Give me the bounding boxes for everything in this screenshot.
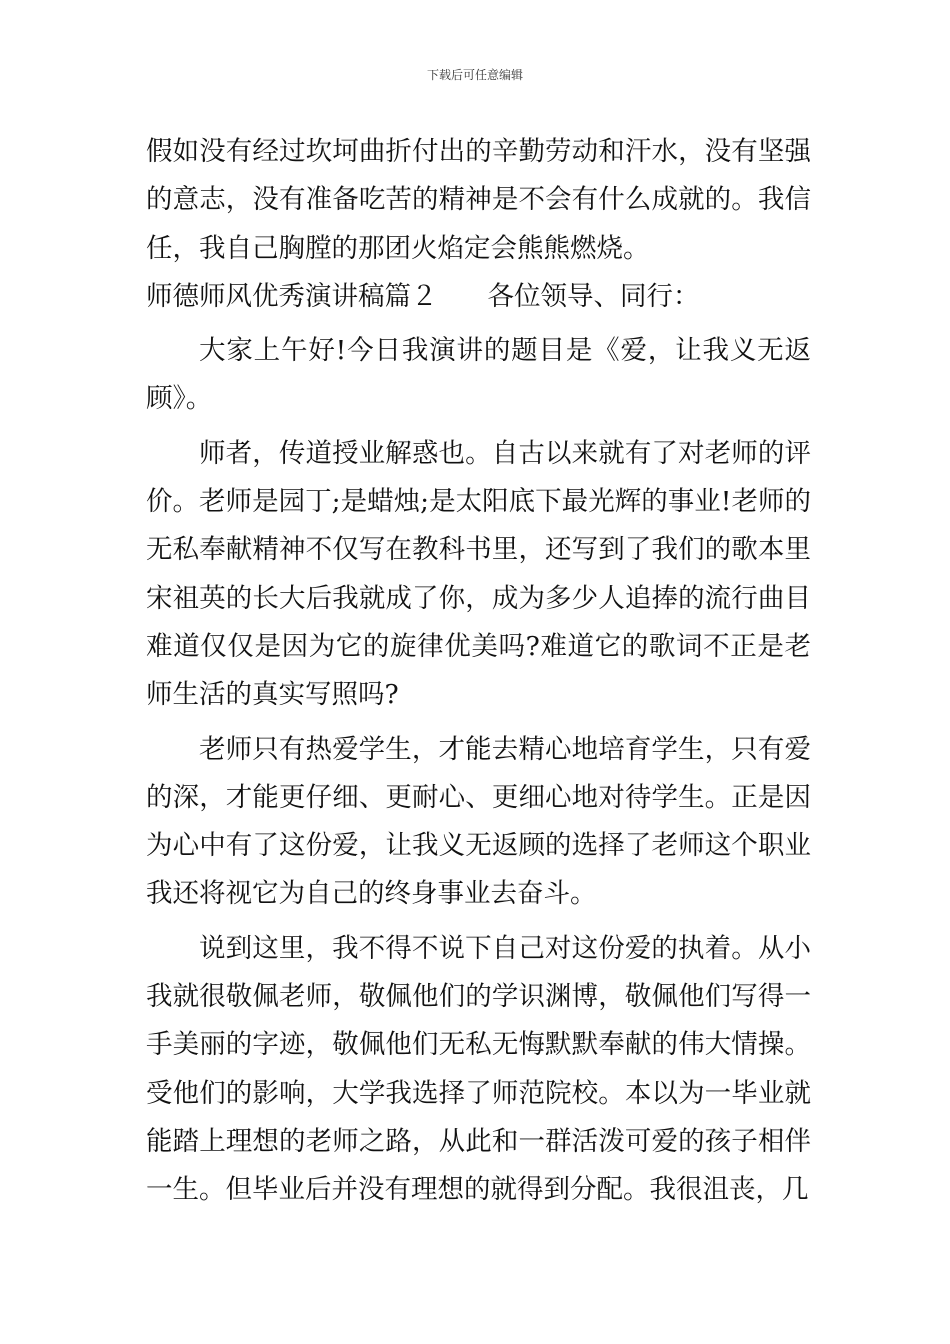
paragraph-teacher-praise: 师者，传道授业解惑也。自古以来就有了对老师的评价。老师是园丁;是蜡烛;是太阳底下最光辉的事业!老师的无私奉献精神不仅写在教科书里，还写到了我们的歌本里宋祖英的长大后我就成了你，成为多少人追捧的流行曲目难道仅仅是因为它的旋律优美吗?难道它的歌词不正是老师生活的真实写照吗? [146, 437, 811, 711]
paragraph-continued: 假如没有经过坎坷曲折付出的辛勤劳动和汗水，没有坚强的意志，没有准备吃苦的精神是不会有什么成就的。我信任，我自己胸膛的那团火焰定会熊熊燃烧。 [146, 136, 811, 264]
paragraph-love-students: 老师只有热爱学生，才能去精心地培育学生，只有爱的深，才能更仔细、更耐心、更细心地对待学生。正是因为心中有了这份爱，让我义无返顾的选择了老师这个职业我还将视它为自己的终身事业去奋斗。 [146, 733, 811, 910]
page-header: 下载后可任意编辑 [426, 68, 523, 82]
speech-greeting: 各位领导、同行： [487, 280, 700, 312]
speech-title-line [146, 273, 811, 321]
speech-title: 师德师风优秀演讲稿篇２ [146, 280, 438, 312]
paragraph-personal-story: 说到这里，我不得不说下自己对这份爱的执着。从小我就很敬佩老师，敬佩他们的学识渊博，敬佩他们写得一手美丽的字迹，敬佩他们无私无悔默默奉献的伟大情操。受他们的影响，大学我选择了师范院校。本以为一毕业就能踏上理想的老师之路，从此和一群活泼可爱的孩子相伴一生。但毕业后并没有理想的就得到分配。我很沮丧，几 [146, 932, 811, 1206]
paragraph-opening: 大家上午好!今日我演讲的题目是《爱，让我义无返顾》。 [146, 335, 811, 415]
document-body [146, 128, 811, 1215]
